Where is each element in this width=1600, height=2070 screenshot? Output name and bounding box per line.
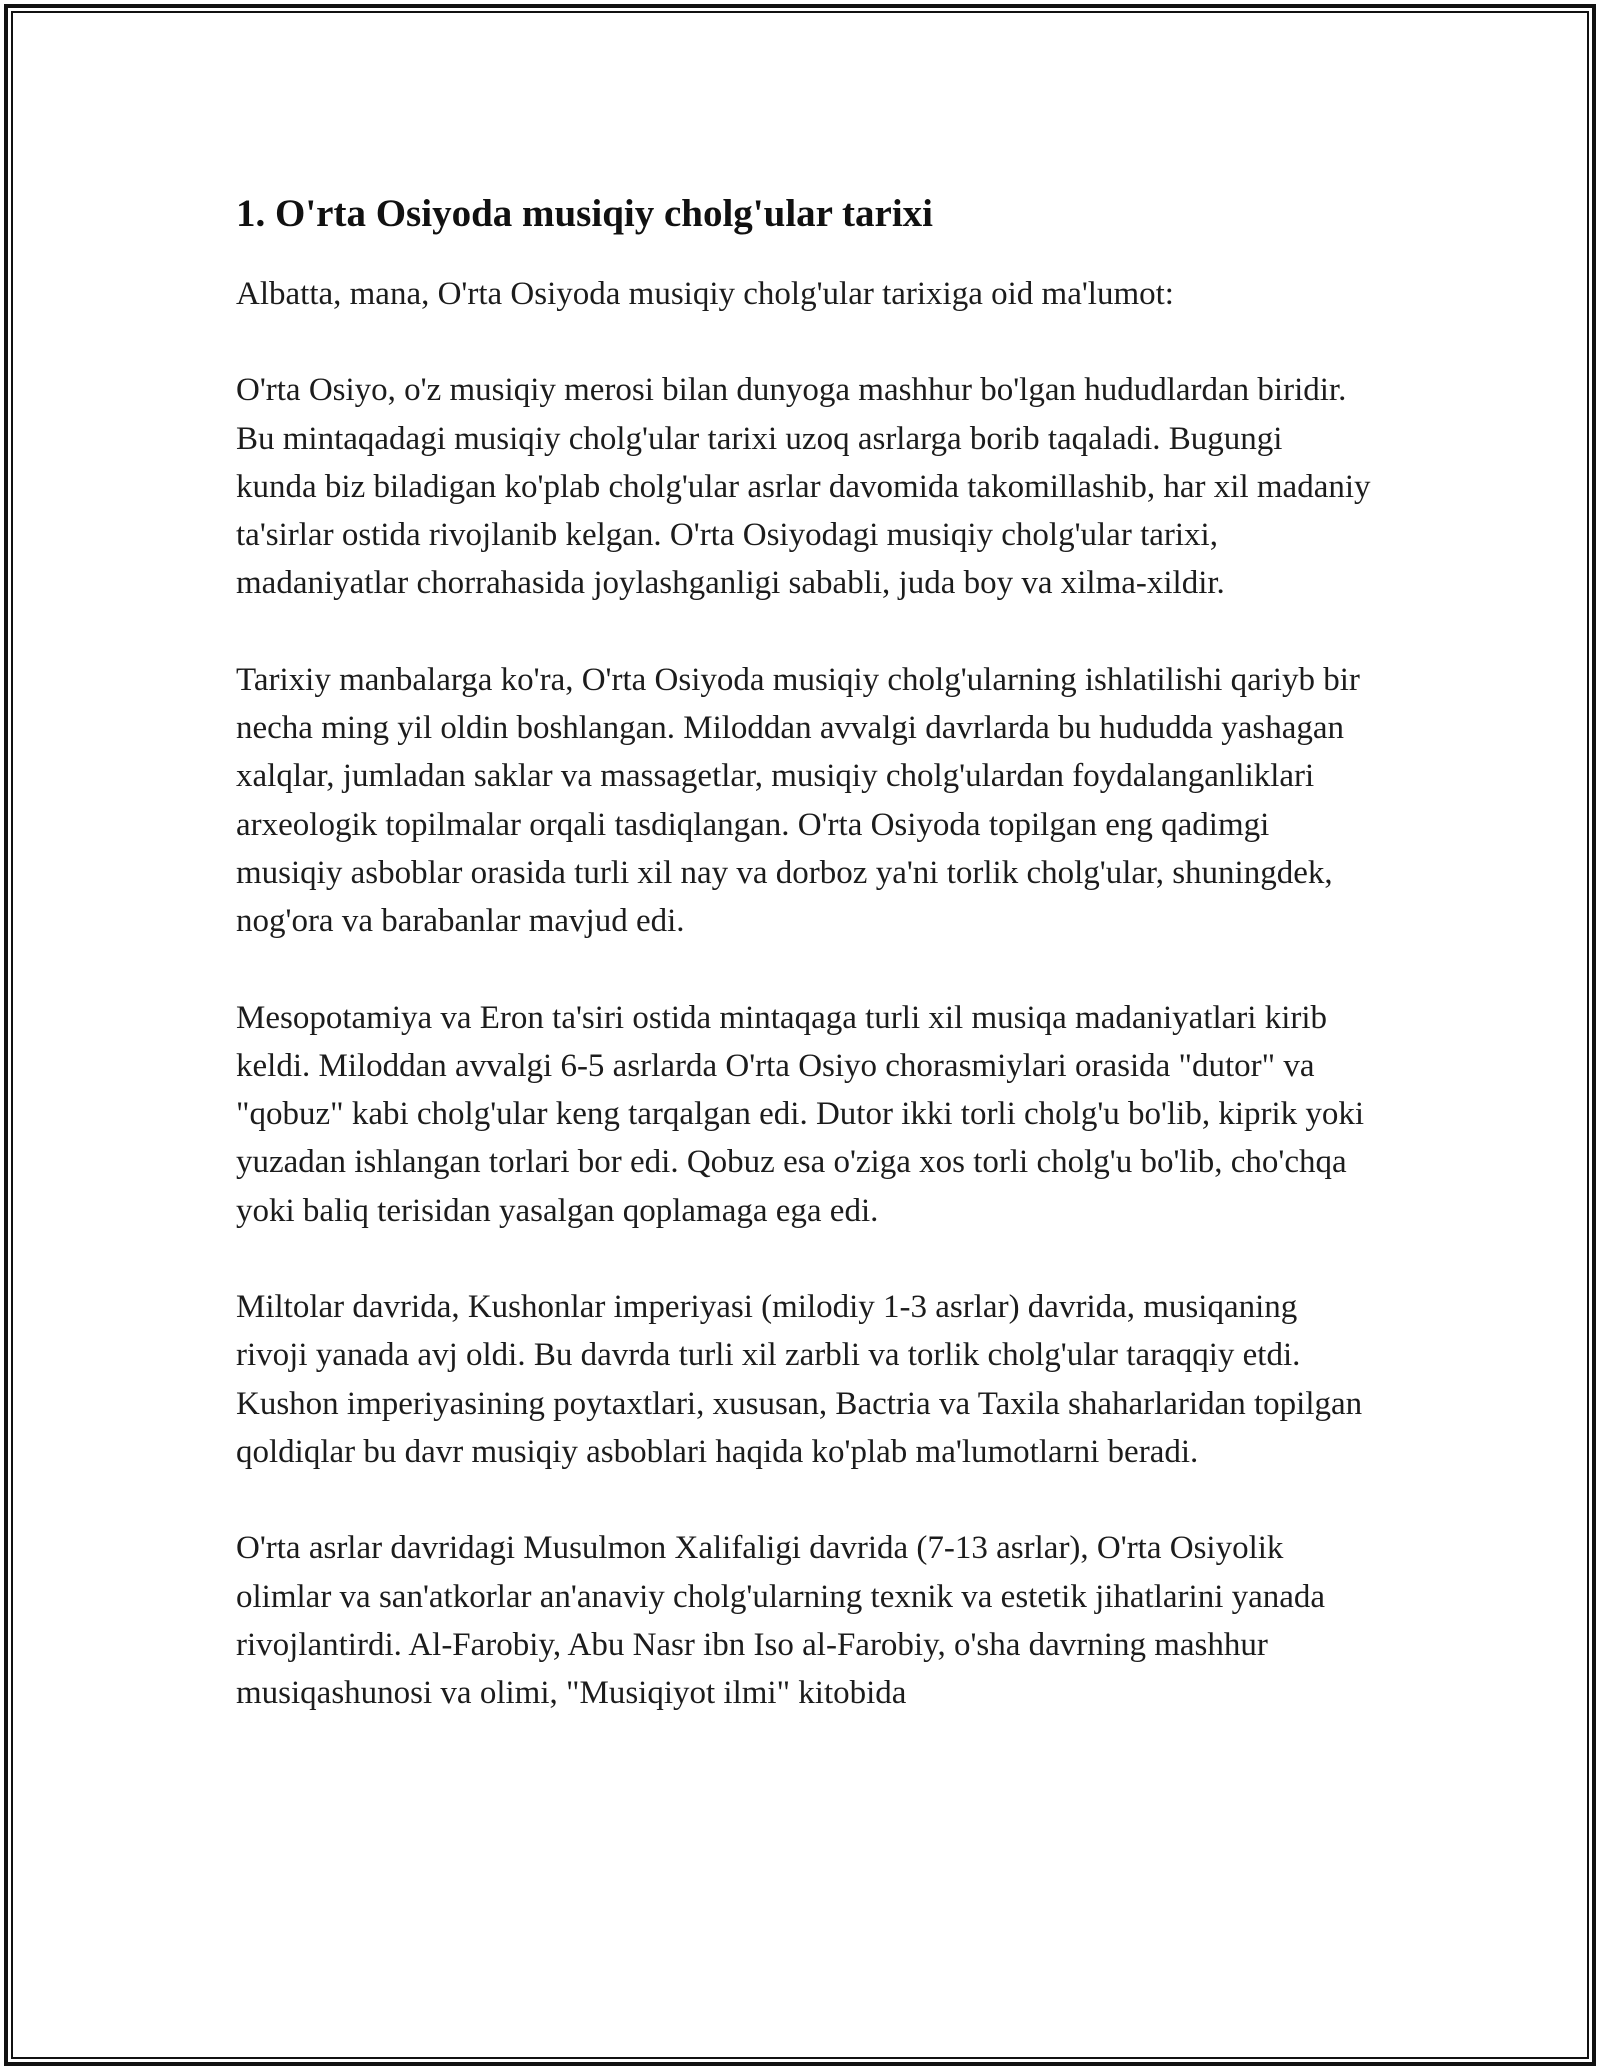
paragraph: Mesopotamiya va Eron ta'siri ostida mintaqaga turli xil musiqa madaniyatlari kirib keldi. Miloddan avvalgi 6-5 asrlarda O'rta Osiyo chorasmiylari orasida "dutor" va "qobuz" kabi cholg'ular keng tarqalgan edi. Dutor ikki torli cholg'u bo'lib, kiprik yoki yuzadan ishlangan torlari bor edi. Qobuz esa o'ziga xos torli cholg'u bo'lib, cho'chqa yoki baliq terisidan yasalgan qoplamaga ega edi. (236, 999, 1365, 1229)
paragraph: O'rta asrlar davridagi Musulmon Xalifaligi davrida (7-13 asrlar), O'rta Osiyolik olimlar va san'atkorlar an'anaviy cholg'ularning texnik va estetik jihatlarini yanada rivojlantirdi. Al-Farobiy, Abu Nasr ibn Iso al-Farobiy, o'sha davrning mashhur musiqashunosi va olimi, "Musiqiyot ilmi" kitobida (236, 1530, 1326, 1712)
paragraph: O'rta Osiyo, o'z musiqiy merosi bilan dunyoga mashhur bo'lgan hududlardan biridir. Bu mintaqadagi musiqiy cholg'ular tarixi uzoq asrlarga borib taqaladi. Bugungi kunda biz biladigan ko'plab cholg'ular asrlar davomida takomillashib, har xil madaniy ta'sirlar ostida rivojlanib kelgan. O'rta Osiyodagi musiqiy cholg'ular tarixi, madaniyatlar chorrahasida joylashganligi sababli, juda boy va xilma-xildir. (236, 372, 1371, 602)
intro-paragraph: Albatta, mana, O'rta Osiyoda musiqiy cholg'ular tarixiga oid ma'lumot: (236, 276, 1174, 312)
paragraph: Tarixiy manbalarga ko'ra, O'rta Osiyoda musiqiy cholg'ularning ishlatilishi qariyb bir necha ming yil oldin boshlangan. Miloddan avvalgi davrlarda bu hududda yashagan xalqlar, jumladan saklar va massagetlar, musiqiy cholg'ulardan foydalanganliklari arxeologik topilmalar orqali tasdiqlangan. O'rta Osiyoda topilgan eng qadimgi musiqiy asboblar orasida turli xil nay va dorboz ya'ni torlik cholg'ular, shuningdek, nog'ora va barabanlar mavjud edi. (236, 661, 1360, 940)
document-body (236, 188, 1371, 1765)
paragraph: Miltolar davrida, Kushonlar imperiyasi (milodiy 1-3 asrlar) davrida, musiqaning rivoji yanada avj oldi. Bu davrda turli xil zarbli va torlik cholg'ular taraqqiy etdi. Kushon imperiyasining poytaxtlari, xususan, Bactria va Taxila shaharlaridan topilgan qoldiqlar bu davr musiqiy asboblari haqida ko'plab ma'lumotlarni beradi. (236, 1289, 1363, 1470)
section-heading: 1. O'rta Osiyoda musiqiy cholg'ular tarixi (236, 192, 933, 235)
